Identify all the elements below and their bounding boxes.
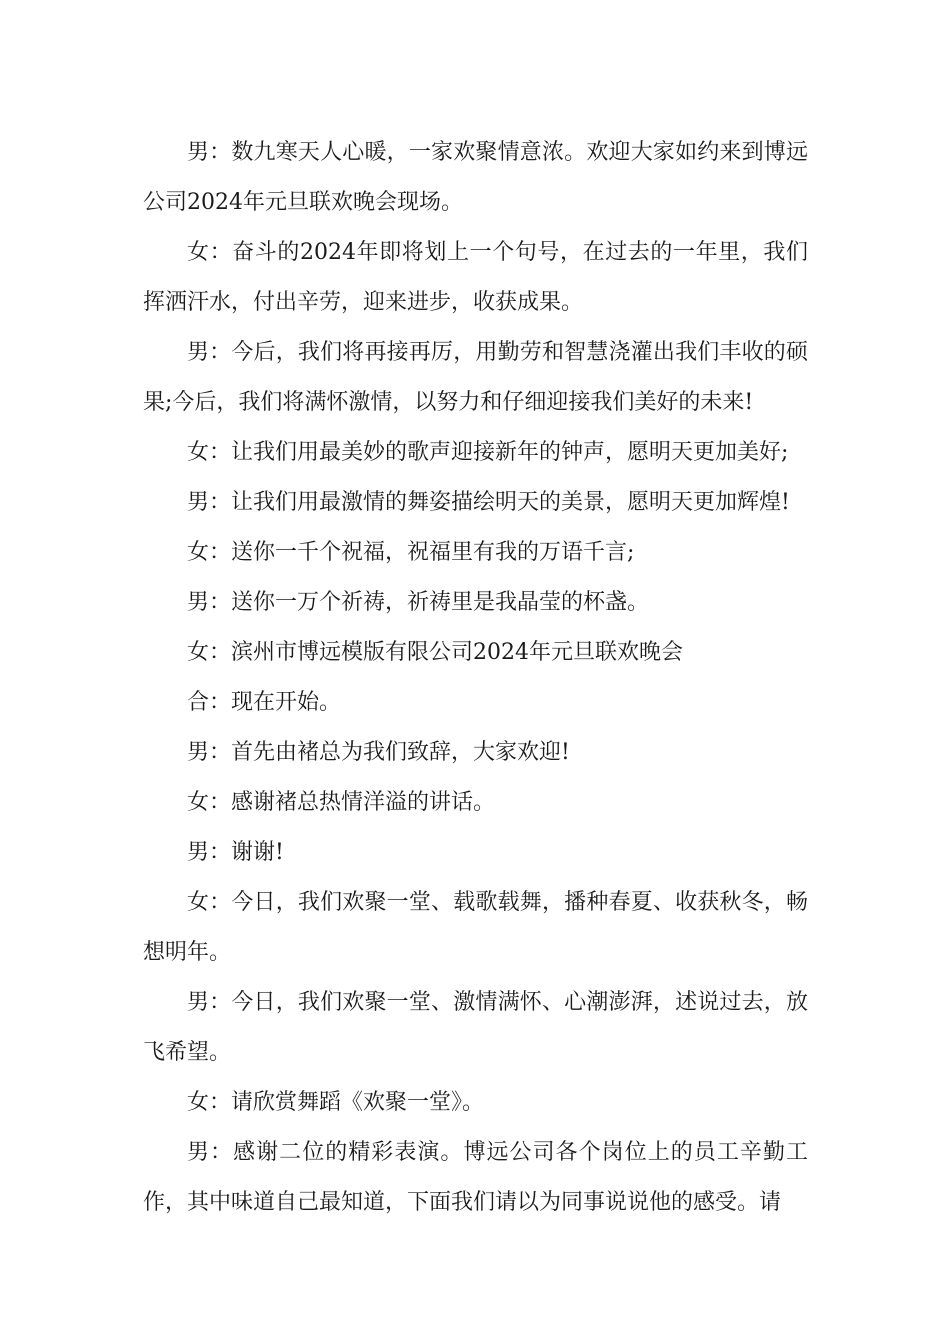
paragraph-12: 男：谢谢! (187, 840, 284, 865)
paragraph-8: 女：滨州市博远模版有限公司2024年元旦联欢晚会 (187, 640, 683, 665)
paragraph-15: 女：请欣赏舞蹈《欢聚一堂》。 (187, 1090, 485, 1115)
paragraph-6: 女：送你一千个祝福，祝福里有我的万语千言; (187, 540, 635, 565)
paragraph-2: 女：奋斗的2024年即将划上一个句号，在过去的一年里，我们挥洒汗水，付出辛劳，迎来进步，收获成果。 (143, 240, 808, 315)
script-body (143, 128, 808, 1228)
paragraph-10: 男：首先由褚总为我们致辞，大家欢迎! (187, 740, 570, 765)
paragraph-9: 合：现在开始。 (187, 690, 342, 715)
paragraph-11: 女：感谢褚总热情洋溢的讲话。 (187, 790, 496, 815)
paragraph-7: 男：送你一万个祈祷，祈祷里是我晶莹的杯盏。 (187, 590, 650, 615)
paragraph-1: 男：数九寒天人心暖，一家欢聚情意浓。欢迎大家如约来到博远公司2024年元旦联欢晚会现场。 (143, 140, 808, 215)
paragraph-4: 女：让我们用最美妙的歌声迎接新年的钟声，愿明天更加美好; (187, 440, 789, 465)
paragraph-16: 男：感谢二位的精彩表演。博远公司各个岗位上的员工辛勤工作，其中味道自己最知道，下面我们请以为同事说说他的感受。请 (143, 1140, 808, 1215)
paragraph-3: 男：今后，我们将再接再厉，用勤劳和智慧浇灌出我们丰收的硕果;今后，我们将满怀激情，以努力和仔细迎接我们美好的未来! (143, 340, 808, 415)
paragraph-14: 男：今日，我们欢聚一堂、激情满怀、心潮澎湃，述说过去，放飞希望。 (143, 990, 808, 1065)
paragraph-13: 女：今日，我们欢聚一堂、载歌载舞，播种春夏、收获秋冬，畅想明年。 (143, 890, 808, 965)
paragraph-5: 男：让我们用最激情的舞姿描绘明天的美景，愿明天更加辉煌! (187, 490, 790, 515)
